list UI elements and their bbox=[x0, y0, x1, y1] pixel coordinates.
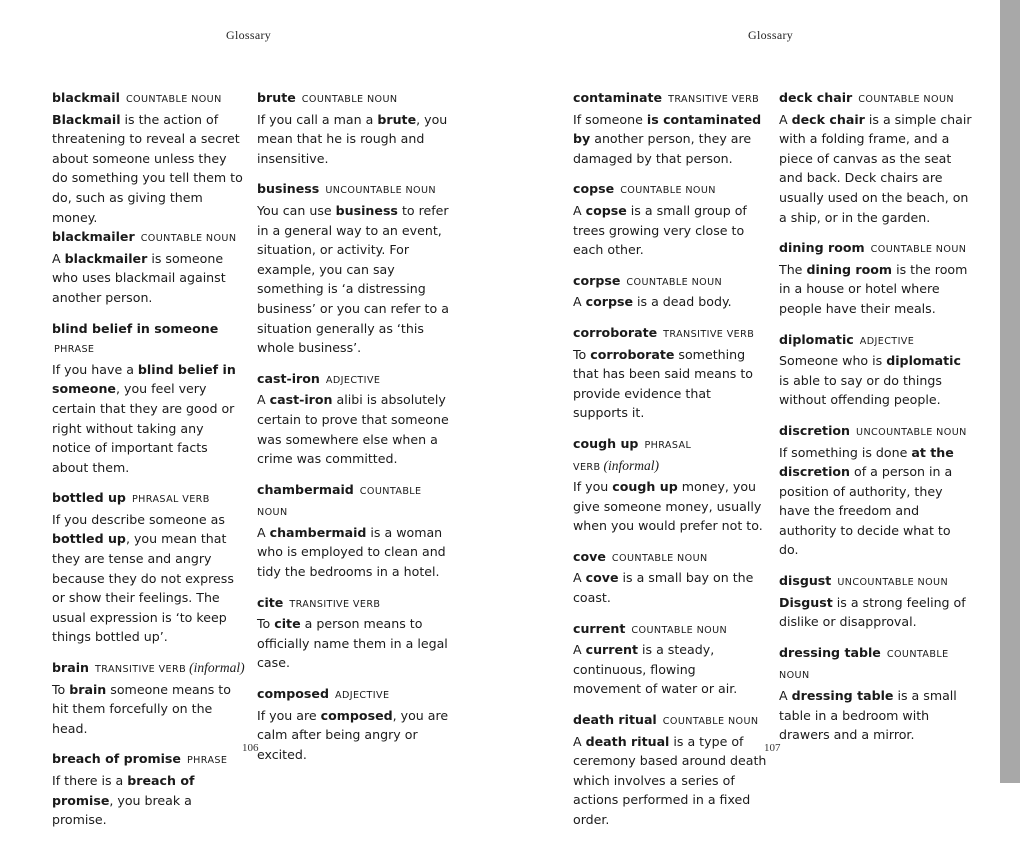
definition-text: A bbox=[573, 570, 586, 586]
definition-term: Disgust bbox=[779, 594, 833, 610]
glossary-entry bbox=[52, 749, 246, 829]
entry-header bbox=[257, 179, 451, 201]
right-page-column-2 bbox=[779, 88, 973, 756]
definition bbox=[779, 110, 973, 228]
definition bbox=[52, 680, 246, 739]
headword: corpse bbox=[573, 272, 621, 288]
definition-text: A bbox=[573, 642, 586, 658]
glossary-entry bbox=[52, 319, 246, 478]
definition-text: alibi is absolutely certain to prove that someone was somewhere else when a crime was committed. bbox=[257, 392, 449, 467]
part-of-speech: ADJECTIVE bbox=[334, 690, 390, 702]
headword: disgust bbox=[779, 573, 832, 589]
headword: corroborate bbox=[573, 324, 658, 340]
definition bbox=[573, 568, 767, 607]
entry-header bbox=[573, 88, 767, 110]
definition bbox=[573, 732, 767, 830]
definition-text: If you are bbox=[257, 707, 321, 723]
entry-header bbox=[573, 619, 767, 641]
definition-term: copse bbox=[585, 202, 627, 218]
definition bbox=[573, 292, 767, 312]
definition-term: current bbox=[585, 642, 639, 658]
definition-text: something that has been said means to provide evidence that supports it. bbox=[573, 346, 754, 421]
glossary-entry bbox=[257, 179, 451, 357]
definition-text: is a dead body. bbox=[633, 294, 732, 310]
headword: copse bbox=[573, 181, 615, 197]
headword: cast-iron bbox=[257, 370, 320, 386]
part-of-speech: UNCOUNTABLE NOUN bbox=[325, 185, 437, 197]
definition-text: to refer in a general way to an event, situation, or activity. For example, you can say something is ‘a distressing business’ or you can refer to a situation generally as ‘this whole business’. bbox=[257, 202, 449, 356]
glossary-entry bbox=[779, 421, 973, 560]
definition-term: brute bbox=[377, 111, 417, 127]
headword: cough up bbox=[573, 435, 639, 451]
headword: brute bbox=[257, 90, 296, 105]
definition bbox=[257, 523, 451, 582]
definition-term: chambermaid bbox=[269, 524, 367, 540]
definition-text: is a type of ceremony based around death which involves a series of actions performed in a fixed order. bbox=[573, 733, 767, 827]
definition bbox=[779, 351, 973, 410]
headword: blackmailer bbox=[52, 229, 135, 245]
definition-text: is a steady, continuous, flowing movement of water or air. bbox=[573, 642, 738, 697]
definition-text: , you break a promise. bbox=[52, 792, 192, 828]
part-of-speech: TRANSITIVE VERB bbox=[663, 328, 755, 340]
part-of-speech: PHRASE bbox=[186, 755, 228, 767]
definition-text: another person, they are damaged by that person. bbox=[573, 131, 752, 166]
left-page-column-2 bbox=[257, 88, 451, 775]
definition-text: Someone who is bbox=[779, 353, 887, 369]
glossary-entry bbox=[573, 547, 767, 608]
headword: cove bbox=[573, 548, 606, 564]
definition-text: The bbox=[779, 261, 807, 277]
entry-header bbox=[52, 88, 246, 110]
definition-text: If you describe someone as bbox=[52, 511, 225, 527]
entry-header bbox=[573, 323, 767, 345]
definition-term: corpse bbox=[585, 294, 634, 310]
glossary-entry bbox=[573, 179, 767, 259]
right-page-column-1 bbox=[573, 88, 767, 841]
part-of-speech: PHRASAL VERB bbox=[131, 494, 210, 506]
part-of-speech: COUNTABLE NOUN bbox=[301, 94, 398, 105]
part-of-speech: ADJECTIVE bbox=[859, 335, 915, 347]
definition bbox=[779, 443, 973, 561]
part-of-speech: COUNTABLE NOUN bbox=[662, 716, 759, 728]
definition-text: is someone who uses blackmail against another person. bbox=[52, 250, 226, 305]
headword: discretion bbox=[779, 422, 850, 438]
left-running-head: Glossary bbox=[226, 28, 272, 42]
part-of-speech: COUNTABLE NOUN bbox=[779, 648, 949, 682]
glossary-entry bbox=[52, 488, 246, 647]
left-page-number: 106 bbox=[242, 742, 259, 754]
glossary-entry bbox=[257, 480, 451, 582]
part-of-speech: ADJECTIVE bbox=[325, 374, 381, 386]
entry-header bbox=[573, 271, 767, 293]
headword: diplomatic bbox=[779, 331, 854, 347]
definition-term: deck chair bbox=[791, 111, 865, 127]
register-label: (informal) bbox=[189, 660, 245, 676]
definition bbox=[779, 260, 973, 319]
definition-text: You can use bbox=[257, 202, 336, 218]
entry-header bbox=[573, 710, 767, 732]
glossary-entry bbox=[573, 619, 767, 699]
headword: dining room bbox=[779, 240, 865, 256]
entry-header bbox=[573, 434, 767, 477]
glossary-entry bbox=[779, 643, 973, 745]
definition-text: , you are calm after being angry or excited. bbox=[257, 707, 449, 762]
definition bbox=[573, 110, 767, 169]
entry-header bbox=[779, 238, 973, 260]
definition bbox=[257, 390, 451, 468]
definition bbox=[573, 345, 767, 423]
part-of-speech: UNCOUNTABLE NOUN bbox=[856, 426, 967, 438]
definition-term: business bbox=[335, 202, 398, 218]
definition-term: blackmailer bbox=[64, 250, 148, 266]
definition-text: is a woman who is employed to clean and tidy the bedrooms in a hotel. bbox=[257, 524, 446, 580]
part-of-speech: COUNTABLE NOUN bbox=[140, 233, 237, 245]
part-of-speech: COUNTABLE NOUN bbox=[631, 624, 728, 636]
definition-text: A bbox=[779, 111, 792, 127]
part-of-speech: COUNTABLE NOUN bbox=[257, 485, 422, 519]
definition-term: cite bbox=[274, 616, 301, 632]
definition-term: blind belief in someone bbox=[52, 361, 236, 397]
definition-term: composed bbox=[320, 707, 393, 723]
glossary-entry bbox=[573, 434, 767, 536]
definition-text: is the room in a house or hotel where people have their meals. bbox=[779, 261, 968, 316]
headword: deck chair bbox=[779, 90, 853, 105]
definition-term: cough up bbox=[612, 479, 678, 495]
definition bbox=[573, 477, 767, 536]
definition-term: cove bbox=[585, 570, 619, 586]
headword: bottled up bbox=[52, 490, 126, 506]
entry-header bbox=[779, 88, 973, 110]
right-running-head: Glossary bbox=[748, 28, 794, 42]
definition-text: A bbox=[573, 294, 586, 310]
part-of-speech: COUNTABLE NOUN bbox=[611, 552, 708, 564]
definition bbox=[257, 110, 451, 169]
headword: business bbox=[257, 181, 320, 197]
definition bbox=[257, 201, 451, 358]
definition-text: , you feel very certain that they are good or right without taking any notice of important facts about them. bbox=[52, 381, 235, 475]
headword: contaminate bbox=[573, 90, 663, 105]
glossary-entry bbox=[573, 88, 767, 168]
definition-term: dining room bbox=[806, 261, 893, 277]
definition-term: is contaminated by bbox=[573, 111, 762, 147]
definition-text: money, you give someone money, usually when you would prefer not to. bbox=[573, 479, 763, 534]
glossary-entry bbox=[257, 88, 451, 168]
definition-text: A bbox=[257, 524, 270, 540]
headword: composed bbox=[257, 686, 329, 702]
definition-text: a person means to officially name them in a legal case. bbox=[257, 616, 448, 671]
definition-text: To bbox=[52, 681, 70, 697]
headword: blackmail bbox=[52, 90, 120, 105]
definition-term: at the discretion bbox=[779, 444, 954, 480]
entry-header bbox=[779, 421, 973, 443]
glossary-entry bbox=[257, 593, 451, 673]
entry-header bbox=[52, 658, 246, 680]
headword: breach of promise bbox=[52, 751, 181, 767]
definition-text: someone means to hit them forcefully on the head. bbox=[52, 681, 231, 736]
definition-text: If you call a man a bbox=[257, 111, 378, 127]
register-label: (informal) bbox=[603, 457, 659, 473]
definition bbox=[779, 686, 973, 745]
definition-text: , you mean that he is rough and insensitive. bbox=[257, 111, 448, 166]
glossary-entry bbox=[573, 323, 767, 423]
definition-text: A bbox=[52, 250, 65, 266]
definition bbox=[52, 771, 246, 830]
entry-header bbox=[573, 179, 767, 201]
part-of-speech: PHRASAL VERB bbox=[573, 439, 692, 473]
definition-term: breach of promise bbox=[52, 773, 195, 808]
definition-term: death ritual bbox=[585, 733, 670, 749]
definition-text: is a small group of trees growing very close to each other. bbox=[573, 202, 747, 258]
definition-text: is a strong feeling of dislike or disapproval. bbox=[779, 594, 966, 630]
definition-text: is a small bay on the coast. bbox=[573, 570, 754, 606]
glossary-entry bbox=[257, 369, 451, 469]
glossary-entry bbox=[52, 658, 246, 738]
glossary-entry bbox=[779, 88, 973, 227]
headword: chambermaid bbox=[257, 481, 354, 497]
definition bbox=[573, 201, 767, 260]
entry-header bbox=[52, 227, 246, 249]
entry-header bbox=[779, 643, 973, 686]
definition bbox=[779, 593, 973, 632]
definition-text: A bbox=[573, 733, 586, 749]
definition-text: If someone bbox=[573, 111, 647, 127]
entry-header bbox=[257, 369, 451, 391]
glossary-entry bbox=[52, 227, 246, 307]
definition bbox=[52, 360, 246, 478]
definition-term: corroborate bbox=[590, 346, 675, 362]
part-of-speech: COUNTABLE NOUN bbox=[626, 276, 723, 288]
definition bbox=[257, 706, 451, 765]
headword: brain bbox=[52, 660, 90, 676]
headword: current bbox=[573, 620, 626, 636]
definition bbox=[573, 640, 767, 699]
definition-text: is a small table in a bedroom with drawers and a mirror. bbox=[779, 688, 957, 743]
glossary-entry bbox=[779, 238, 973, 318]
part-of-speech: UNCOUNTABLE NOUN bbox=[837, 577, 949, 589]
headword: blind belief in someone bbox=[52, 320, 219, 336]
part-of-speech: TRANSITIVE VERB bbox=[668, 94, 760, 105]
right-page-number: 107 bbox=[764, 742, 781, 754]
left-page-column-1 bbox=[52, 88, 246, 841]
headword: dressing table bbox=[779, 644, 881, 660]
entry-header bbox=[573, 547, 767, 569]
definition-text: A bbox=[779, 688, 792, 704]
definition-term: bottled up bbox=[52, 531, 126, 547]
definition bbox=[257, 614, 451, 673]
entry-header bbox=[52, 749, 246, 771]
glossary-entry bbox=[52, 88, 246, 227]
definition bbox=[52, 249, 246, 308]
definition-term: dressing table bbox=[791, 688, 894, 704]
part-of-speech: COUNTABLE NOUN bbox=[125, 94, 222, 105]
glossary-entry bbox=[779, 330, 973, 410]
definition bbox=[52, 110, 246, 228]
definition-text: is able to say or do things without offending people. bbox=[779, 372, 942, 408]
definition bbox=[52, 510, 246, 647]
glossary-entry bbox=[573, 271, 767, 312]
entry-header bbox=[257, 684, 451, 706]
definition-text: To bbox=[257, 616, 275, 632]
headword: cite bbox=[257, 594, 284, 610]
glossary-entry bbox=[573, 710, 767, 830]
definition-text: A bbox=[573, 202, 586, 218]
part-of-speech: TRANSITIVE VERB bbox=[95, 664, 187, 676]
definition-term: Blackmail bbox=[52, 111, 121, 127]
definition-text: A bbox=[257, 392, 270, 408]
definition-text: of a person in a position of authority, they have the freedom and authority to decide what to do. bbox=[779, 464, 953, 558]
definition-text: If there is a bbox=[52, 773, 128, 788]
definition-text: If you bbox=[573, 479, 613, 495]
glossary-entry bbox=[779, 571, 973, 632]
definition-text: If you have a bbox=[52, 361, 138, 377]
definition-text: If something is done bbox=[779, 444, 912, 460]
entry-header bbox=[779, 571, 973, 593]
definition-term: cast-iron bbox=[269, 392, 333, 408]
headword: death ritual bbox=[573, 712, 657, 728]
entry-header bbox=[52, 319, 246, 360]
part-of-speech: COUNTABLE NOUN bbox=[620, 185, 716, 197]
entry-header bbox=[257, 480, 451, 523]
part-of-speech: COUNTABLE NOUN bbox=[858, 94, 954, 105]
part-of-speech: TRANSITIVE VERB bbox=[289, 598, 381, 610]
definition-term: brain bbox=[69, 681, 107, 697]
definition-term: diplomatic bbox=[886, 353, 961, 369]
entry-header bbox=[52, 488, 246, 510]
part-of-speech: PHRASE bbox=[54, 344, 95, 356]
entry-header bbox=[779, 330, 973, 352]
definition-text: is a simple chair with a folding frame, and a piece of canvas as the seat and back. Deck chairs are usually used on the beach, on a ship, or in the garden. bbox=[779, 111, 972, 225]
part-of-speech: COUNTABLE NOUN bbox=[870, 244, 967, 256]
entry-header bbox=[257, 88, 451, 110]
entry-header bbox=[257, 593, 451, 615]
scrollbar[interactable] bbox=[1000, 0, 1020, 783]
definition-text: To bbox=[573, 346, 591, 362]
glossary-entry bbox=[257, 684, 451, 764]
definition-text: is the action of threatening to reveal a secret about someone unless they do something you tell them to do, such as giving them money. bbox=[52, 111, 243, 225]
definition-text: , you mean that they are tense and angry because they do not express or show their feelings. The usual expression is ‘to keep things bottled up’. bbox=[52, 531, 234, 645]
